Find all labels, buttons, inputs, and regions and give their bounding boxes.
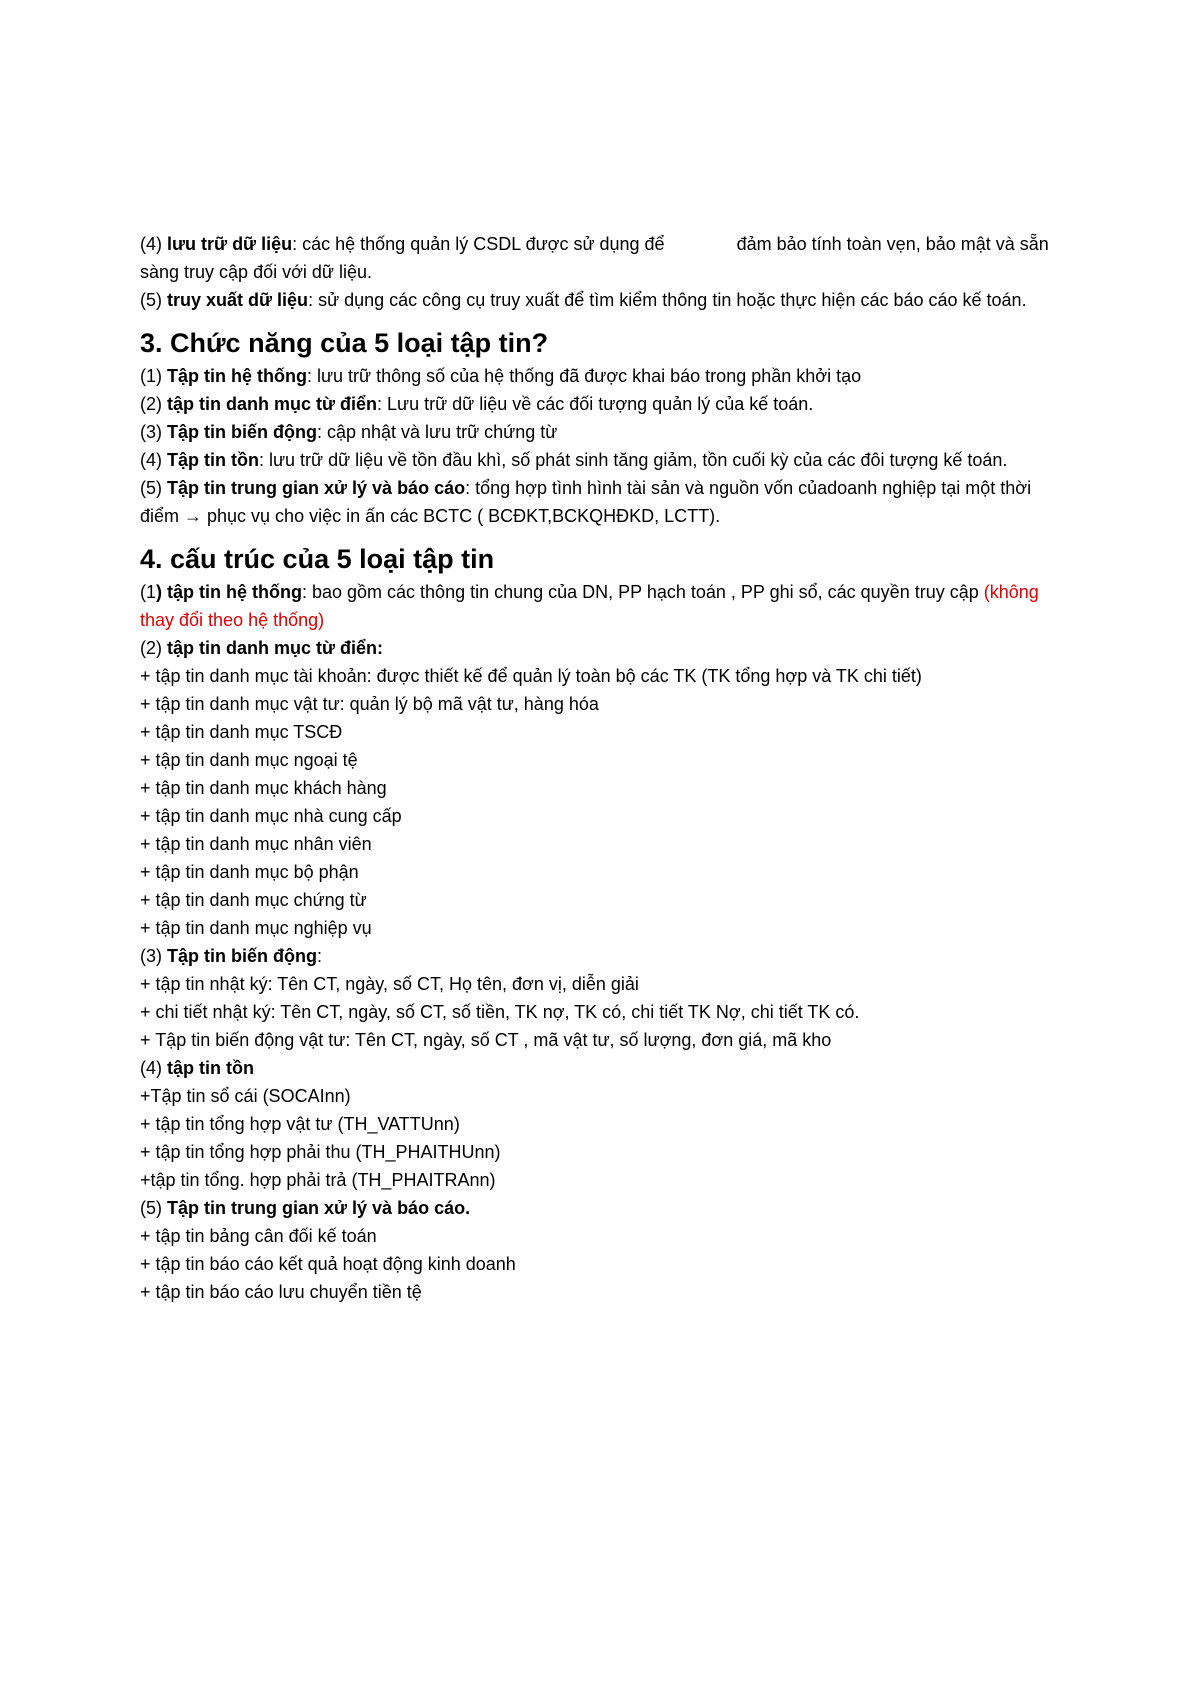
list-item: + tập tin danh mục TSCĐ — [140, 722, 343, 742]
section-3-heading: 3. Chức năng của 5 loại tập tin? — [140, 328, 549, 358]
sec3-item-4: (4) Tập tin tồn: lưu trữ dữ liệu về tồn đầu khì, số phát sinh tăng giảm, tồn cuối kỳ của các đôi tượng kế toán. — [140, 450, 1008, 470]
list-item: + Tập tin biến động vật tư: Tên CT, ngày, số CT , mã vật tư, số lượng, đơn giá, mã kho — [140, 1030, 832, 1050]
sec4-part-2: (2) tập tin danh mục từ điển: — [140, 638, 384, 658]
sec3-item-3: (3) Tập tin biến động: cập nhật và lưu trữ chứng từ — [140, 422, 558, 442]
list-item: + tập tin danh mục ngoại tệ — [140, 750, 358, 770]
list-item: + tập tin danh mục nhân viên — [140, 834, 372, 854]
sec3-item-1: (1) Tập tin hệ thống: lưu trữ thông số của hệ thống đã được khai báo trong phần khởi tạo — [140, 366, 862, 386]
list-item: + tập tin báo cáo kết quả hoạt động kinh doanh — [140, 1254, 516, 1274]
sec3-item-5: (5) Tập tin trung gian xử lý và báo cáo: tổng hợp tình hình tài sản và nguồn vốn củadoanh nghiệp tại một thời điểm → phục vụ cho việc in ấn các BCTC ( BCĐKT,BCKQHĐKD, LCTT). — [140, 478, 1032, 526]
item-4-title: lưu trữ dữ liệu — [167, 234, 293, 254]
list-item: + tập tin báo cáo lưu chuyển tiền tệ — [140, 1282, 422, 1302]
list-item: + tập tin nhật ký: Tên CT, ngày, số CT, Họ tên, đơn vị, diễn giải — [140, 974, 639, 994]
list-item: +tập tin tổng. hợp phải trả (TH_PHAITRAnn) — [140, 1170, 496, 1190]
sec4-part-1: (1) tập tin hệ thống: bao gồm các thông tin chung của DN, PP hạch toán , PP ghi sổ, các quyền truy cập (không thay đổi theo hệ thống) — [140, 582, 1039, 630]
list-item: + tập tin danh mục vật tư: quản lý bộ mã vật tư, hàng hóa — [140, 694, 599, 714]
sec3-item-2: (2) tập tin danh mục từ điển: Lưu trữ dữ liệu về các đối tượng quản lý của kế toán. — [140, 394, 814, 414]
list-item: + tập tin danh mục nhà cung cấp — [140, 806, 402, 826]
paragraph-item-4: (4) lưu trữ dữ liệu: các hệ thống quản lý CSDL được sử dụng để đảm bảo tính toàn vẹn, bảo mật và sẵn — [140, 234, 1049, 254]
list-item: + tập tin danh mục chứng từ — [140, 890, 367, 910]
list-item: + tập tin bảng cân đối kế toán — [140, 1226, 377, 1246]
item-5-title: truy xuất dữ liệu — [167, 290, 309, 310]
list-item: + tập tin danh mục tài khoản: được thiết kế để quản lý toàn bộ các TK (TK tổng hợp và TK chi tiết) — [140, 666, 922, 686]
list-item: + tập tin danh mục nghiệp vụ — [140, 918, 372, 938]
sec4-part-5: (5) Tập tin trung gian xử lý và báo cáo. — [140, 1198, 471, 1218]
list-item: + tập tin tổng hợp vật tư (TH_VATTUnn) — [140, 1114, 460, 1134]
list-item: + tập tin danh mục khách hàng — [140, 778, 387, 798]
list-item: + tập tin danh mục bộ phận — [140, 862, 359, 882]
list-item: + tập tin tổng hợp phải thu (TH_PHAITHUnn) — [140, 1142, 501, 1162]
sec4-part-4: (4) tập tin tồn — [140, 1058, 254, 1078]
paragraph-item-5: (5) truy xuất dữ liệu: sử dụng các công cụ truy xuất để tìm kiểm thông tin hoặc thực hiện các báo cáo kế toán. — [140, 290, 1027, 310]
sec4-part-3: (3) Tập tin biến động: — [140, 946, 322, 966]
document-page — [140, 230, 1052, 1306]
list-item: + chi tiết nhật ký: Tên CT, ngày, số CT, số tiền, TK nợ, TK có, chi tiết TK Nợ, chi tiết TK có. — [140, 1002, 860, 1022]
paragraph-item-4-cont: sàng truy cập đối với dữ liệu. — [140, 262, 372, 282]
note-red: (không thay đổi theo hệ thống) — [140, 582, 1039, 630]
list-item: +Tập tin sổ cái (SOCAInn) — [140, 1086, 351, 1106]
section-4-heading: 4. cấu trúc của 5 loại tập tin — [140, 544, 495, 574]
